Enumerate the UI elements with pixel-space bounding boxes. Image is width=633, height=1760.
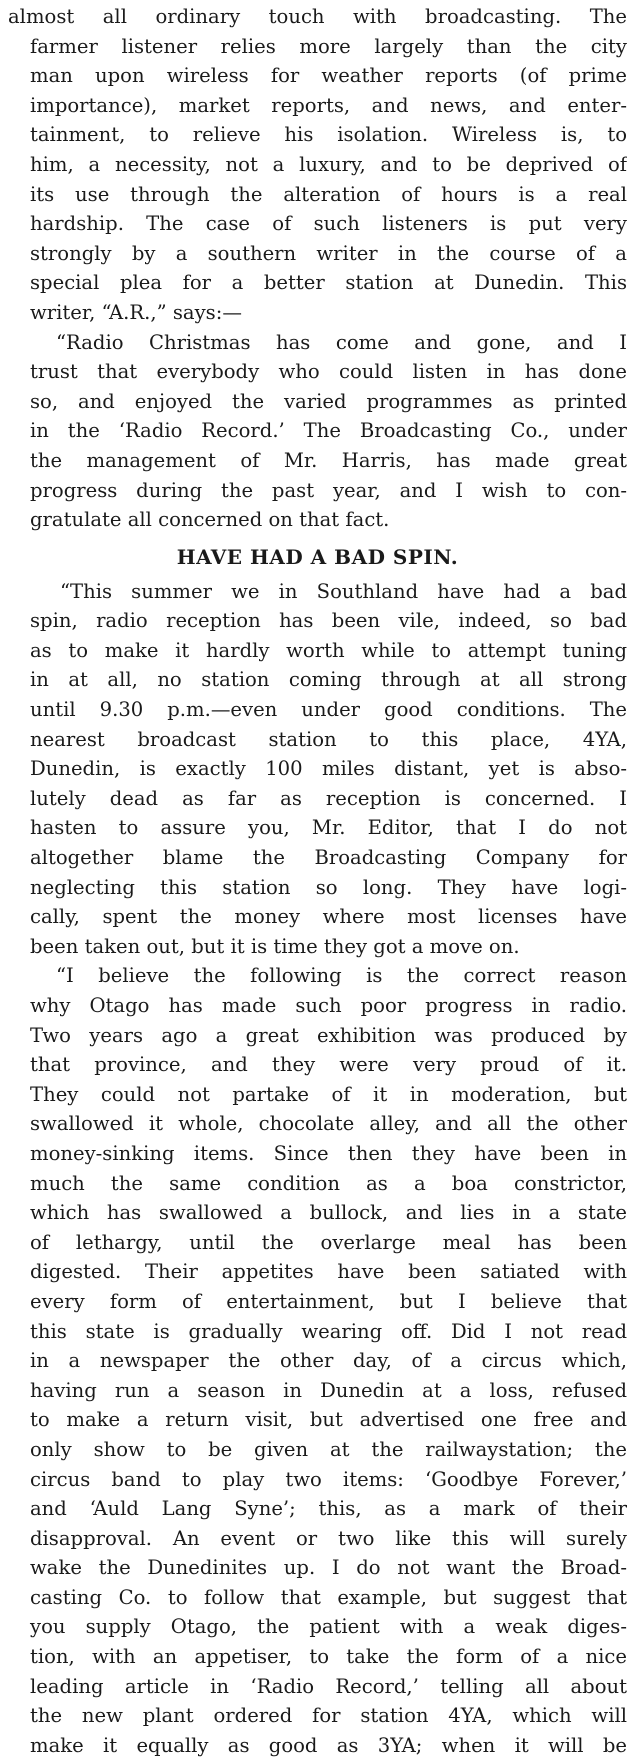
text-line: “This summer we in Southland have had a bad [60,579,627,603]
text-line: Two years ago a great exhibition was produced by [30,1023,627,1047]
text-line: as to make it hardly worth while to attempt tuning [30,638,627,662]
text-line: trust that everybody who could listen in has done [30,360,627,384]
text-line: only show to be given at the railwaystation; the [30,1437,627,1461]
text-line: nearest broadcast station to this place, 4YA, [30,727,627,751]
text-line: lutely dead as far as reception is concerned. I [30,786,627,810]
paragraph-quote-christmas [8,328,627,535]
text-line: to make a return visit, but advertised one free and [30,1408,627,1432]
text-line: money-sinking items. Since then they have been in [30,1141,627,1165]
text-line: tainment, to relieve his isolation. Wireless is, to [30,123,627,147]
text-line: the new plant ordered for station 4YA, which will [30,1704,627,1728]
text-line: in at all, no station coming through at all strong [30,668,627,692]
text-line: its use through the alteration of hours is a real [30,182,627,206]
text-line: having run a season in Dunedin at a loss, refused [30,1378,627,1402]
text-line: gratulate all concerned on that fact. [30,508,390,532]
text-line: every form of entertainment, but I believe that [30,1289,627,1313]
text-line: casting Co. to follow that example, but suggest that [30,1585,627,1609]
text-line: They could not partake of it in moderation, but [30,1082,627,1106]
text-line: Dunedin, is exactly 100 miles distant, yet is abso- [30,757,627,781]
text-line: been taken out, but it is time they got a move on. [30,934,520,958]
text-line: why Otago has made such poor progress in radio. [30,994,627,1017]
text-line: much the same condition as a boa constrictor, [30,1171,627,1195]
text-line: “I believe the following is the correct reason [56,964,627,988]
text-line: you supply Otago, the patient with a weak diges- [30,1615,627,1639]
text-line: swallowed it whole, chocolate alley, and all the other [30,1112,627,1136]
text-line: importance), market reports, and news, and enter- [30,93,627,117]
text-line: wake the Dunedinites up. I do not want the Broad- [30,1556,627,1580]
paragraph-otago [8,961,627,1760]
text-line: hasten to assure you, Mr. Editor, that I do not [30,816,627,840]
text-line: special plea for a better station at Dunedin. This [30,271,627,295]
text-line: man upon wireless for weather reports (of prime [30,64,627,88]
text-line: “Radio Christmas has come and gone, and I [56,330,627,354]
text-line: writer, “A.R.,” says:— [30,300,242,324]
text-line: that province, and they were very proud of it. [30,1053,627,1077]
text-line: spin, radio reception has been vile, indeed, so bad [30,609,627,633]
text-line: disapproval. An event or two like this will surely [30,1526,627,1550]
text-line: until 9.30 p.m.—even under good conditions. The [30,698,627,722]
text-line: in a newspaper the other day, of a circus which, [30,1349,627,1373]
section-bad-spin [8,537,627,962]
text-line: hardship. The case of such listeners is put very [30,212,627,236]
text-line: this state is gradually wearing off. Did I not read [30,1319,627,1343]
text-line: progress during the past year, and I wish to con- [30,478,627,502]
text-line: make it equally as good as 3YA; when it will be [30,1733,627,1757]
newspaper-article [0,2,633,1757]
text-line: cally, spent the money where most licenses have [30,905,627,929]
text-line: tion, with an appetiser, to take the form of a nice [30,1645,627,1669]
text-line: so, and enjoyed the varied programmes as printed [30,389,627,413]
text-line: the management of Mr. Harris, has made great [30,448,627,472]
text-line: leading article in ‘Radio Record,’ telling all about [30,1674,627,1698]
section-heading: HAVE HAD A BAD SPIN. [176,544,459,569]
text-line: altogether blame the Broadcasting Company for [30,846,627,870]
text-line: of lethargy, until the overlarge meal has been [30,1230,627,1254]
text-line: him, a necessity, not a luxury, and to be deprived of [30,152,627,176]
paragraph-intro [8,2,627,328]
text-line: and ‘Auld Lang Syne’; this, as a mark of their [30,1497,627,1521]
text-line: almost all ordinary touch with broadcasting. The [8,5,627,28]
text-line: in the ‘Radio Record.’ The Broadcasting Co., under [30,419,627,443]
text-line: farmer listener relies more largely than the city [30,34,627,58]
text-line: which has swallowed a bullock, and lies in a state [30,1201,627,1225]
text-line: neglecting this station so long. They have logi- [30,875,627,899]
text-line: digested. Their appetites have been satiated with [30,1260,627,1284]
text-line: circus band to play two items: ‘Goodbye Forever,’ [30,1467,627,1491]
text-line: strongly by a southern writer in the course of a [30,241,627,265]
